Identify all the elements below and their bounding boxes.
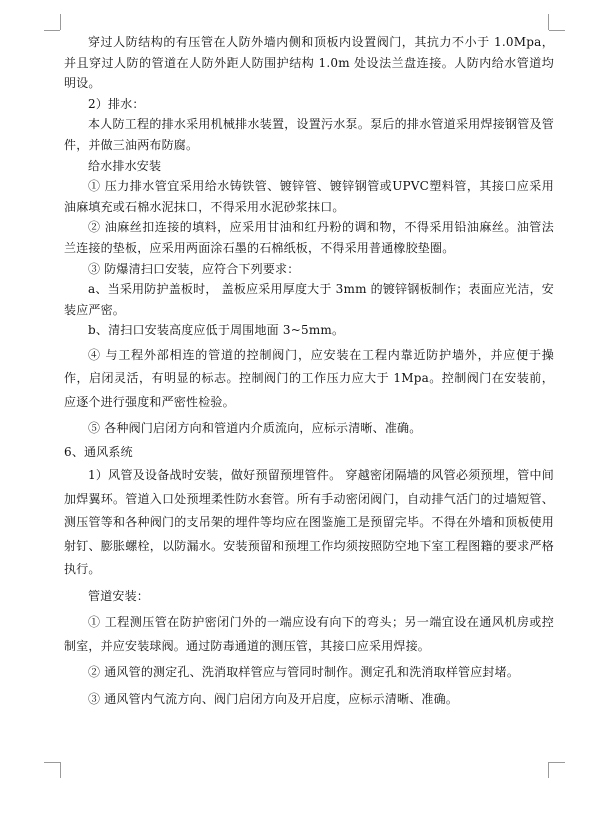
heading-installation: 给水排水安装 <box>88 158 162 173</box>
paragraph-civil-defense-pipes: 穿过人防结构的有压管在人防外墙内侧和顶板内设置阀门，其抗力不小于 1.0Mpa，并且穿过人防的管道在人防外距人防围护结构 1.0m 处设法兰盘连接。人防内给水管道均明设。 <box>64 35 554 91</box>
item-3-cleanout: ③ 防爆清扫口安装，应符合下列要求： <box>88 261 300 276</box>
item-2-test-hole: ② 通风管的测定孔、洗消取样管应与管同时制作。测定孔和洗消取样管应封堵。 <box>88 665 520 680</box>
heading-duct-installation: 管道安装： <box>88 588 150 603</box>
crop-mark-top-right <box>549 30 565 31</box>
item-1-pressure-tube: ① 工程测压管在防护密闭门外的一端应设有向下的弯头；另一端宜设在通风机房或控制室，并应安装球阀。通过防毒通道的测压管，其接口应采用焊接。 <box>64 615 554 653</box>
crop-mark-bottom-left <box>60 762 61 778</box>
paragraph-drainage: 本人防工程的排水采用机械排水装置，设置污水泵。泵后的排水管道采用焊接钢管及管件，并做三油两布防腐。 <box>64 117 554 152</box>
paragraph-ventilation: 1）风管及设备战时安装，做好预留预埋管件。 穿越密闭隔墙的风管必须预埋，管中间加焊翼环。管道入口处预埋柔性防水套管。所有手动密闭阀门，自动排气活门的过墙短管、测压管等和各种阀门的支吊架的埋件等均应在图鉴施工是预留完毕。不得在外墙和顶板使用射钉、膨胀螺栓，以防漏水。安装预留和预埋工作均须按照防空地下室工程图籍的要求严格执行。 <box>64 468 554 577</box>
crop-mark-top-right <box>548 14 549 30</box>
item-1-pressure-drain-pipe: ① 压力排水管宜采用给水铸铁管、镀锌管、镀锌钢管或UPVC塑料管，其接口应采用油麻填充或石棉水泥抹口，不得采用水泥砂浆抹口。 <box>64 179 554 214</box>
heading-drainage: 2）排水： <box>88 96 145 111</box>
item-4-control-valve: ④ 与工程外部相连的管道的控制阀门，应安装在工程内靠近防护墙外，并应便于操作，启闭灵活，有明显的标志。控制阀门的工作压力应大于 1Mpa。控制阀门在安装前，应逐个进行强度和严密性检验。 <box>64 347 554 409</box>
document-body <box>64 32 554 711</box>
crop-mark-bottom-left <box>44 762 60 763</box>
heading-ventilation: 6、通风系统 <box>64 444 133 459</box>
item-2-thread-filler: ② 油麻丝扣连接的填料，应采用甘油和红丹粉的调和物，不得采用铅油麻丝。油管法兰连接的垫板，应采用两面涂石墨的石棉纸板，不得采用普通橡胶垫圈。 <box>64 220 554 255</box>
item-3a-cover-plate: a、当采用防护盖板时， 盖板应采用厚度大于 3mm 的镀锌钢板制作；表面应光洁，安装应严密。 <box>64 282 554 317</box>
crop-mark-top-left <box>44 30 60 31</box>
crop-mark-bottom-right <box>548 762 549 778</box>
item-5-valve-direction: ⑤ 各种阀门启闭方向和管道内介质流向，应标示清晰、准确。 <box>88 421 422 436</box>
item-3-airflow-direction: ③ 通风管内气流方向、阀门启闭方向及开启度，应标示清晰、准确。 <box>88 691 459 706</box>
crop-mark-bottom-right <box>549 762 565 763</box>
item-3b-cleanout-height: b、清扫口安装高度应低于周围地面 3~5mm。 <box>88 323 345 338</box>
crop-mark-top-left <box>60 14 61 30</box>
